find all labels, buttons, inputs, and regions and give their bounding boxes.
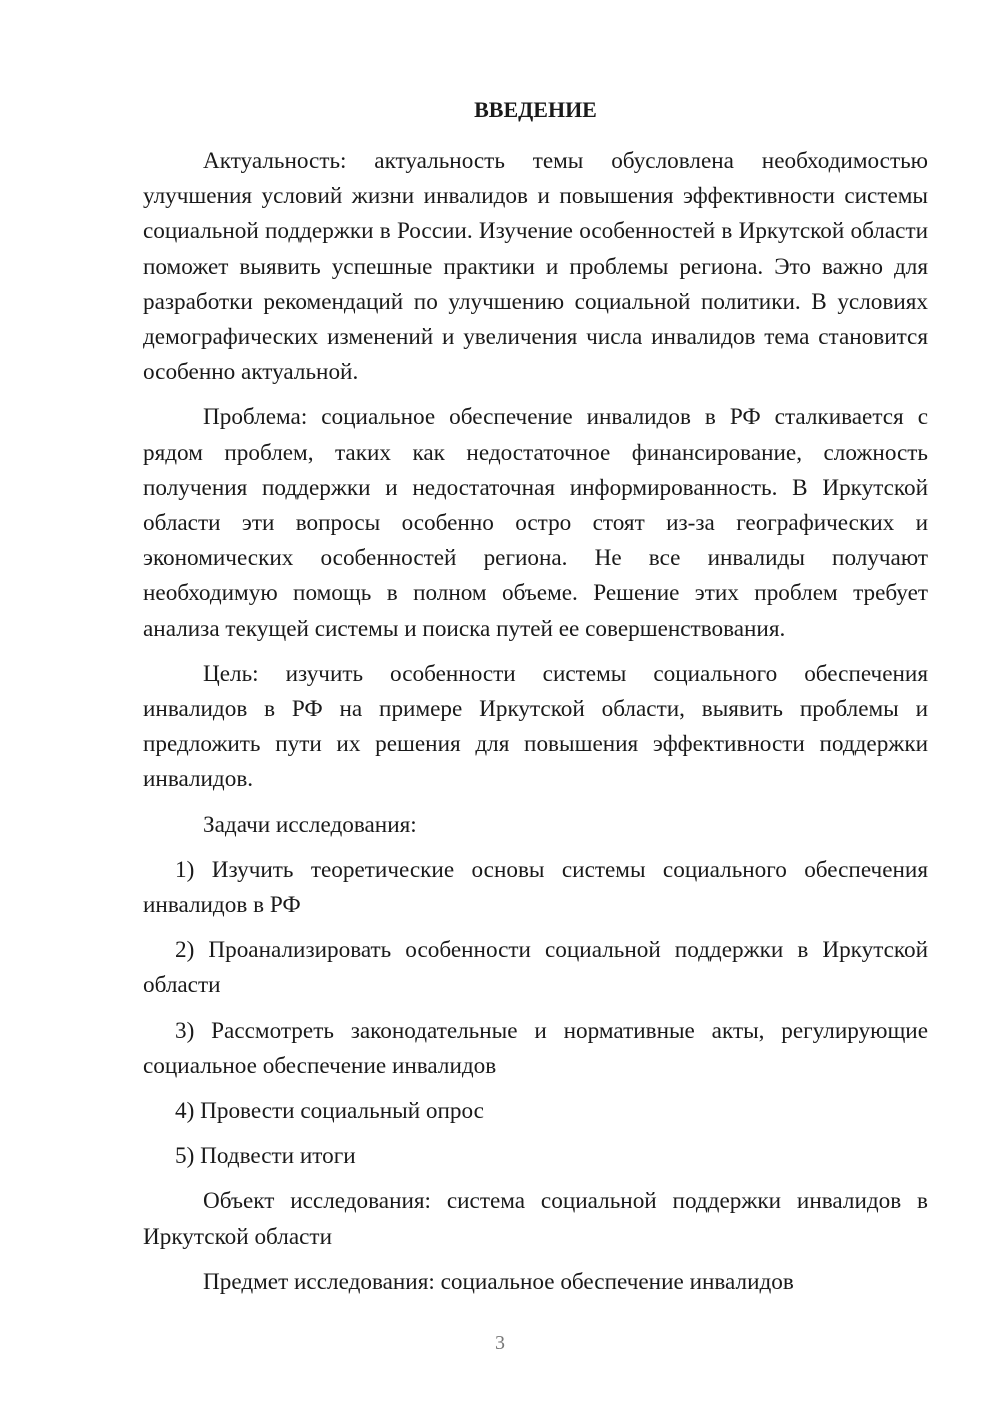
document-page	[143, 92, 928, 1310]
relevance-paragraph: Актуальность: актуальность темы обусловлена необходимостью улучшения условий жизни инвалидов и повышения эффективности системы социальной поддержки в России. Изучение особенностей в Иркутской области поможет выявить успешные практики и проблемы региона. Это важно для разработки рекомендаций по улучшению социальной политики. В условиях демографических изменений и увеличения числа инвалидов тема становится особенно актуальной.	[143, 148, 928, 386]
tasks-heading: Задачи исследования:	[203, 811, 417, 838]
subject-paragraph: Предмет исследования: социальное обеспечение инвалидов	[203, 1268, 794, 1295]
task-item-5: 5) Подвести итоги	[175, 1143, 356, 1170]
problem-paragraph: Проблема: социальное обеспечение инвалидов в РФ сталкивается с рядом проблем, таких как недостаточное финансирование, сложность получения поддержки и недостаточная информированность. В Иркутской области эти вопросы особенно остро стоят из-за географических и экономических особенностей региона. Не все инвалиды получают необходимую помощь в полном объеме. Решение этих проблем требует анализа текущей системы и поиска путей ее совершенствования.	[143, 404, 928, 642]
page-title: ВВЕДЕНИЕ	[474, 97, 597, 122]
object-paragraph: Объект исследования: система социальной поддержки инвалидов в Иркутской области	[143, 1188, 928, 1250]
task-item-3: 3) Рассмотреть законодательные и нормативные акты, регулирующие социальное обеспечение инвалидов	[143, 1017, 928, 1079]
task-item-2: 2) Проанализировать особенности социальной поддержки в Иркутской области	[143, 937, 928, 999]
task-item-1: 1) Изучить теоретические основы системы социального обеспечения инвалидов в РФ	[143, 856, 928, 919]
goal-paragraph: Цель: изучить особенности системы социального обеспечения инвалидов в РФ на примере Иркутской области, выявить проблемы и предложить пути их решения для повышения эффективности поддержки инвалидов.	[143, 660, 928, 793]
task-item-4: 4) Провести социальный опрос	[175, 1098, 484, 1125]
page-number: 3	[495, 1332, 505, 1354]
